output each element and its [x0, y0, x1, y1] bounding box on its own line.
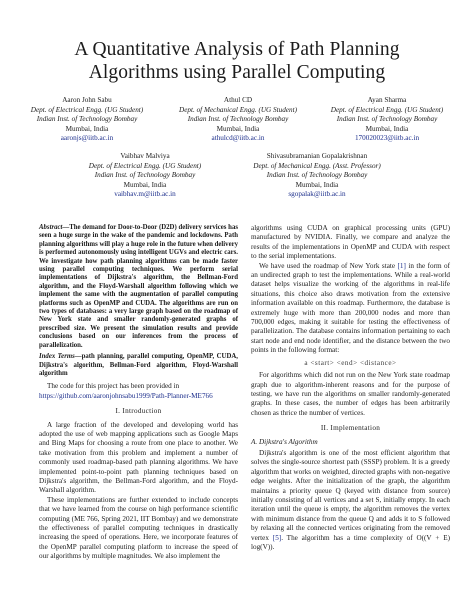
right-paragraph-2	[251, 262, 450, 356]
abstract-text: —The demand for Door-to-Door (D2D) delivery services has seen a huge surge in the wake of the pandemic and lockdowns. Path planning algorithms will play a huge role in the future when delivery is performed autonomously using intelligent UGVs and electric cars. We investigate how path planning algorithms can be made faster using parallel computing techniques. We perform serial implementations of Dijkstra's algorithm, the Bellman-Ford algorithm, and the Floyd-Warshall algorithm following which we implement the same with the augmentation of parallel computing platforms such as OpenMP and CUDA. The algorithms are run on two types of databases: a very large graph based on the roadmap of New York state and smaller randomly-generated graphs of prescribed size. We present the simulation results and provide conclusions based on our inferences from the process of parallelization.	[39, 224, 238, 349]
title-line-1: A Quantitative Analysis of Path Planning	[74, 39, 400, 60]
author-email[interactable]: sgopalak@iitb.ac.in	[288, 190, 346, 199]
author-dept: Dept. of Electrical Engg. (UG Student)	[30, 105, 144, 114]
author-name: Aaron John Sabu	[62, 96, 112, 104]
author-dept: Dept. of Electrical Engg. (UG Student)	[88, 161, 202, 170]
title-line-2: Algorithms using Parallel Computing	[88, 62, 386, 83]
author-inst: Indian Inst. of Technology Bombay	[94, 171, 196, 180]
author-block-5	[232, 152, 402, 200]
abstract	[39, 224, 238, 350]
author-city: Mumbai, India	[123, 180, 167, 189]
dijkstra-text-cont: . The algorithm has a time complexity of O((V + E) log(V)).	[251, 533, 450, 551]
author-inst: Indian Inst. of Technology Bombay	[187, 115, 289, 124]
author-inst: Indian Inst. of Technology Bombay	[266, 171, 368, 180]
author-dept: Dept. of Electrical Engg. (UG Student)	[330, 105, 444, 114]
author-name: Athul CD	[223, 96, 253, 104]
author-name: Shivasubramanian Gopalakrishnan	[266, 152, 368, 160]
dijkstra-text: Dijkstra's algorithm is one of the most efficient algorithm that solves the single-source shortest path (SSSP) problem. It is a greedy algorithm that works on weighted, directed graphs with non-negative edge weights. After the initialization of the graph, the algorithm maintains a priority queue Q (keyed with distance from source) initially consisting of all vertices and a set S, initially empty. In each iteration until the queue is empty, the algorithm removes the vertex with minimum distance from the queue Q and adds it to S followed by relaxing all the connected vertices originating from the removed vertex	[251, 448, 450, 542]
code-paragraph	[39, 382, 238, 401]
author-dept: Dept. of Mechanical Engg. (UG Student)	[179, 105, 297, 114]
right-paragraph-1: algorithms using CUDA on graphical processing units (GPU) manufactured by NVIDIA. Finally, we compare and analyze the results of the implementations in OpenMP and CUDA with respect to the serial implementations.	[251, 224, 450, 261]
author-city: Mumbai, India	[216, 124, 260, 133]
author-dept: Dept. of Mechanical Engg. (Asst. Professor)	[253, 161, 381, 170]
roadmap-text-cont: in the form of an undirected graph to test the implementations. While a real-world dataset helps visualize the working of the algorithms in real-life situations, this choice also draws motivation from the extensive information available on this roadmap. Furthermore, the database is extremely huge with more than 200,000 nodes and more than 700,000 edges, making it suitable for testing the effectiveness of parallelization. The database contains information pertaining to each start node and end node identifier, and the distance between the two points in the following format:	[251, 261, 450, 355]
intro-paragraph-1: A large fraction of the developed and developing world has adopted the use of web mapping applications such as Google Maps and Bing Maps for choosing a route from one place to another. We take motivation from this problem and implement a number of commonly used roadmap-based path planning algorithms. We have implemented point-to-point path planning techniques based on Dijkstra's algorithm, the Bellman-Ford algorithm, and the Floyd-Warshall algorithm.	[39, 420, 238, 495]
right-paragraph-3: For algorithms which did not run on the New York state roadmap graph due to algorithm-inherent reasons and for the purpose of testing, we have run the algorithms on smaller randomly-generated graphs. In these cases, the number of edges has been arbitrarily chosen as thrice the number of vertices.	[251, 371, 450, 417]
abstract-label: Abstract	[39, 224, 63, 231]
citation-1[interactable]: [1]	[397, 261, 406, 270]
dijkstra-paragraph	[251, 449, 450, 552]
paper-title	[20, 38, 454, 84]
author-name: Ayan Sharma	[367, 96, 407, 104]
citation-5[interactable]: [5]	[272, 533, 282, 542]
author-email[interactable]: vaibhav.m@iitb.ac.in	[114, 190, 176, 199]
left-column	[39, 224, 238, 562]
author-city: Mumbai, India	[65, 124, 109, 133]
author-email[interactable]: athulcd@iitb.ac.in	[211, 134, 265, 143]
author-city: Mumbai, India	[365, 124, 409, 133]
format-line: a <start> <end> <distance>	[304, 358, 397, 367]
index-terms-text: —path planning, parallel computing, OpenMP, CUDA, Dijkstra's algorithm, Bellman-Ford algorithm, Floyd-Warshall algorithm	[39, 353, 238, 377]
code-text: The code for this project has been provided in	[47, 382, 180, 391]
author-inst: Indian Inst. of Technology Bombay	[336, 115, 438, 124]
code-link[interactable]: https://github.com/aaronjohnsabu1999/Path-Planner-ME766	[39, 391, 213, 400]
section-heading-introduction: I. Introduction	[115, 407, 162, 416]
author-block-4	[72, 152, 218, 200]
author-city: Mumbai, India	[295, 180, 339, 189]
index-terms	[39, 353, 238, 378]
author-name: Vaibhav Malviya	[120, 152, 170, 160]
intro-paragraph-2: These implementations are further extended to include concepts that we have learned from the course on high performance scientific computing (ME 766, Spring 2021, IIT Bombay) and we demonstrate the effectiveness of parallel computing techniques in drastically increasing the speed of operations. Here, we incorporate features of the OpenMP parallel computing platform to increase the speed of our algorithms by multiple magnitudes. We also implement the	[39, 495, 238, 561]
subsection-heading-dijkstra: A. Dijkstra's Algorithm	[251, 437, 318, 446]
roadmap-text: We have used the roadmap of New York state	[259, 261, 396, 270]
author-email[interactable]: 170020023@iitb.ac.in	[354, 134, 420, 143]
author-email[interactable]: aaronjs@iitb.ac.in	[60, 134, 114, 143]
author-block-3	[314, 96, 460, 144]
right-column	[251, 224, 450, 552]
author-block-2	[165, 96, 311, 144]
author-inst: Indian Inst. of Technology Bombay	[36, 115, 138, 124]
author-block-1	[14, 96, 160, 144]
index-terms-label: Index Terms	[39, 353, 75, 361]
section-heading-implementation: II. Implementation	[320, 424, 381, 433]
